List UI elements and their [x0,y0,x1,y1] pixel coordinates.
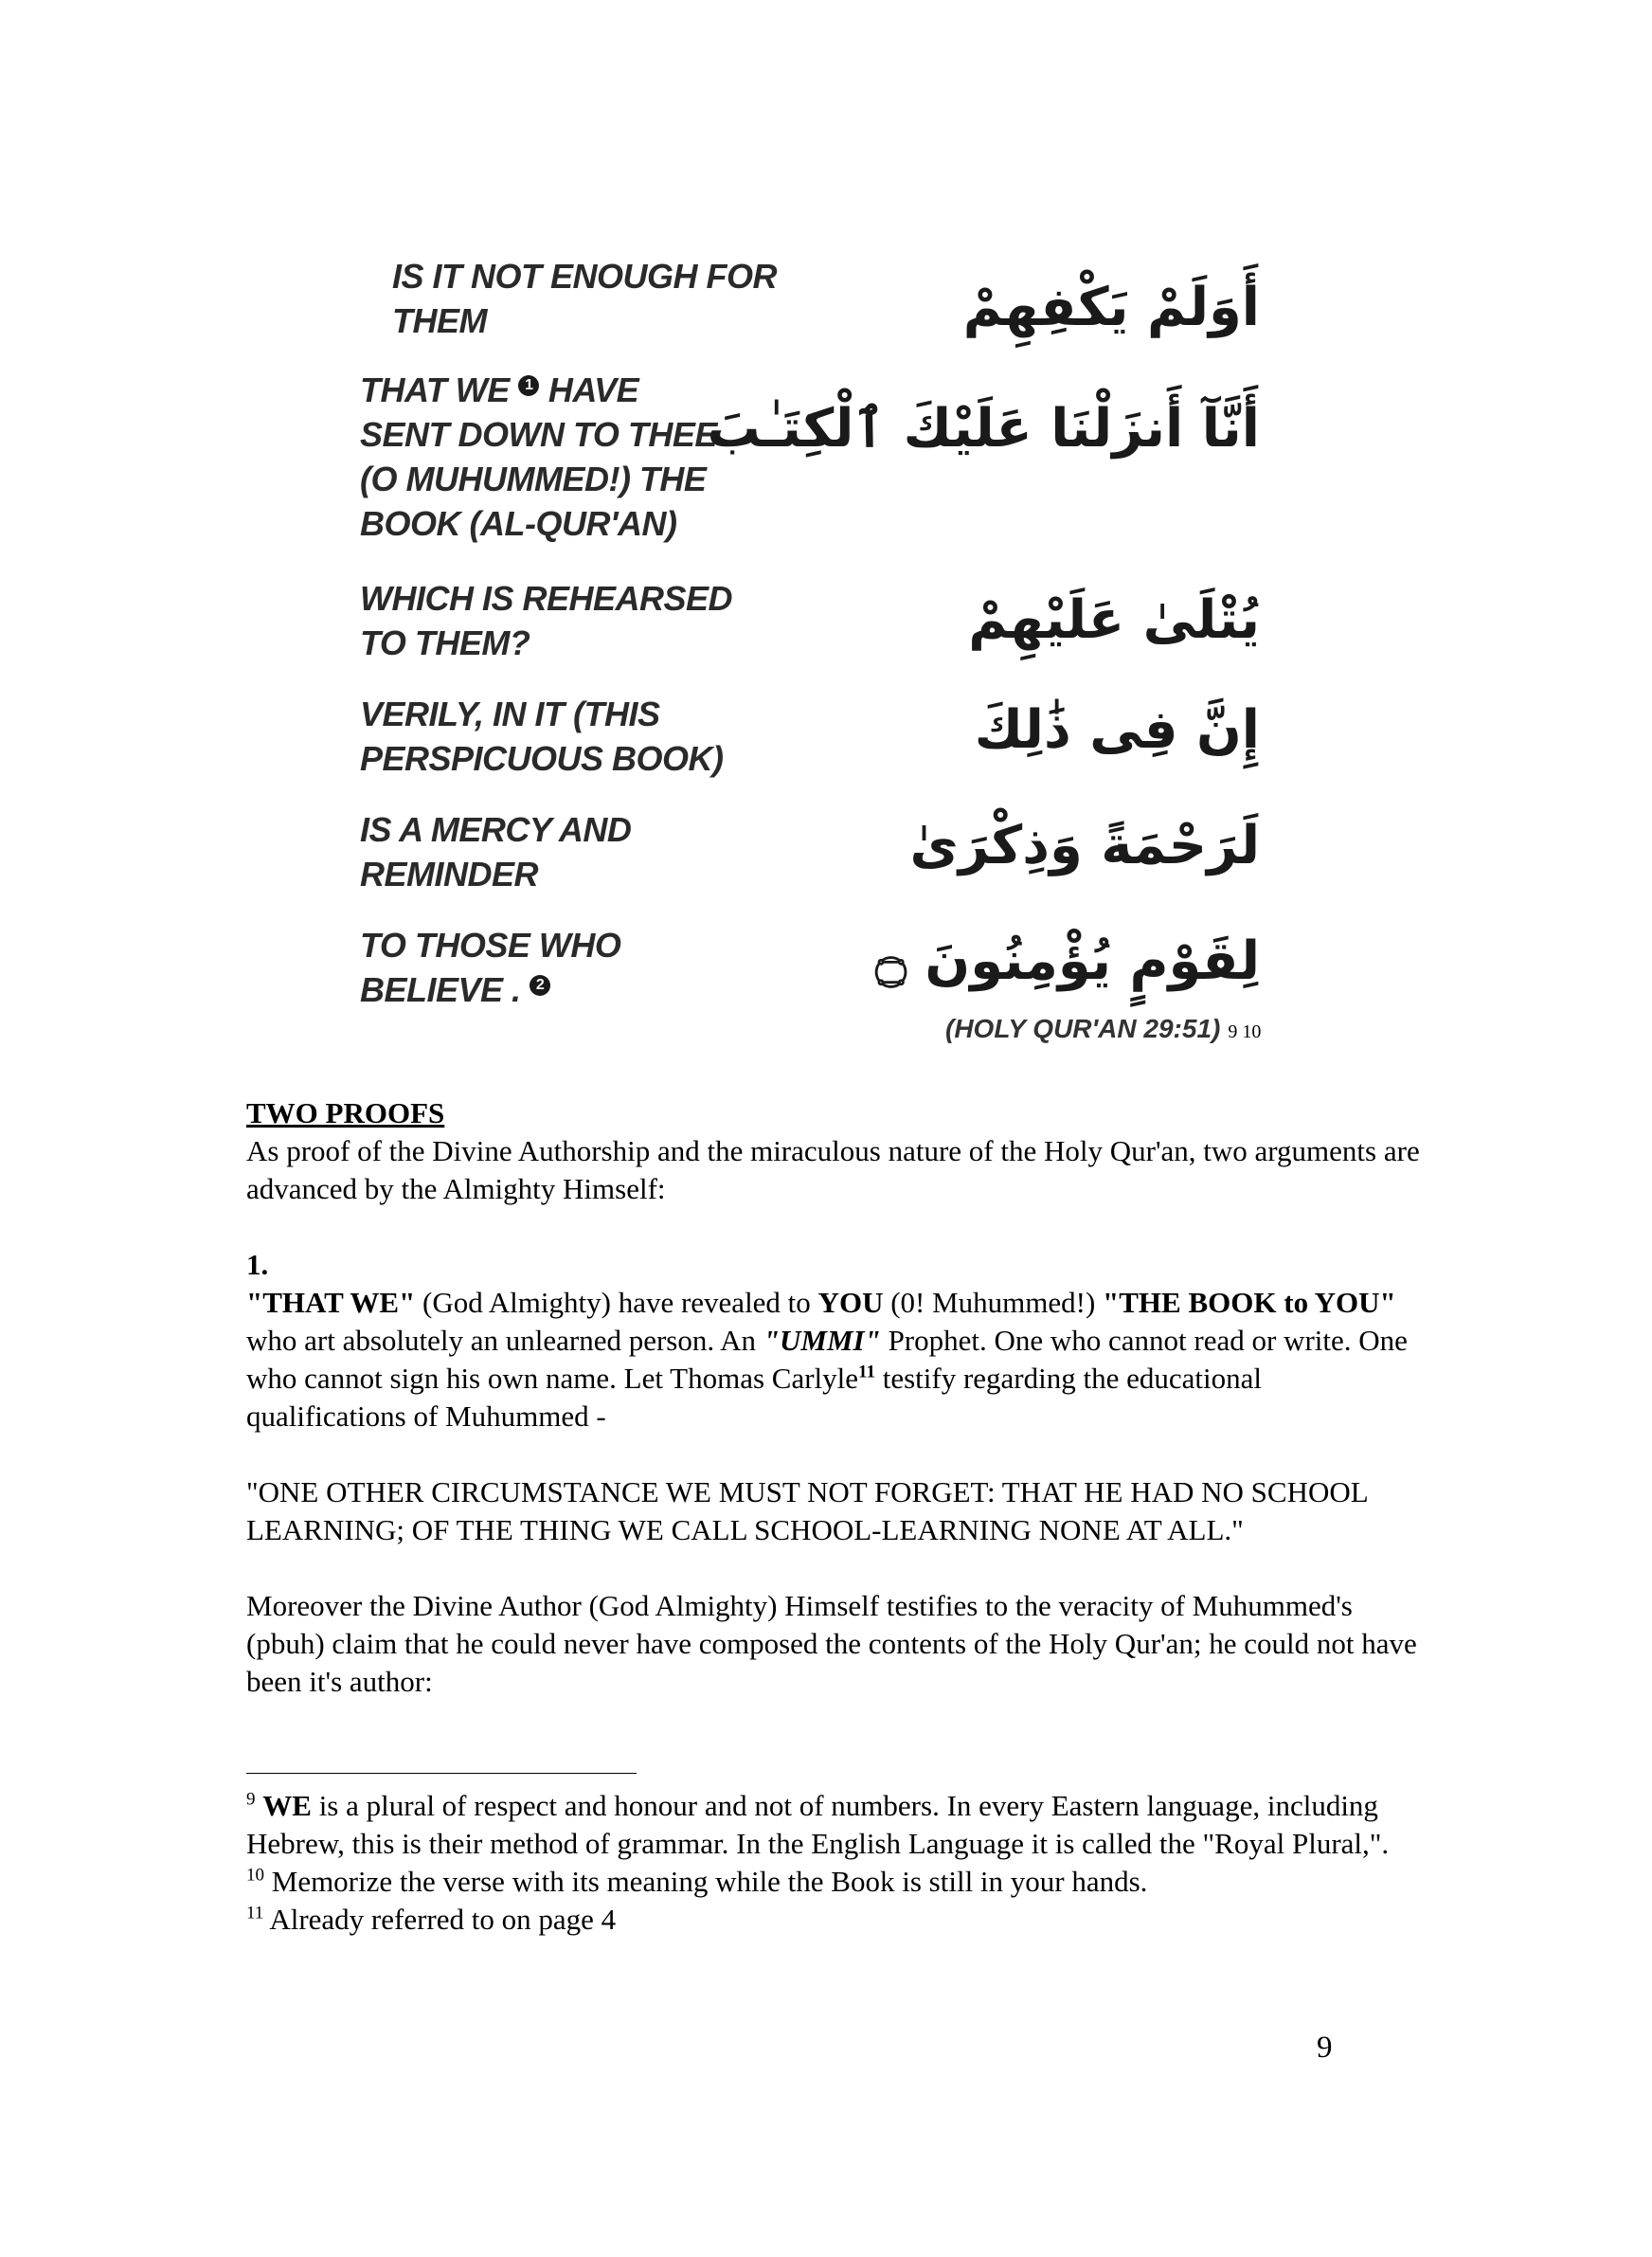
footnote-10: $^{10}$ Memorize the verse with its meaning while the Book is still in your hands. [246,1865,1148,1898]
closing-paragraph: Moreover the Divine Author (God Almighty) Himself testifies to the veracity of Muhummed's (pbuh) claim that he could never have composed the contents of the Holy Qur'an; he could not have been it's author: [246,1589,1417,1698]
intro-paragraph: As proof of the Divine Authorship and the miraculous nature of the Holy Qur'an, two arguments are advanced by the Almighty Himself: [246,1134,1420,1205]
footnote-9: $^9$ WE is a plural of respect and honour and not of numbers. In every Eastern language, including Hebrew, this is their method of grammar. In the English Language it is called the "Royal Plural,". [246,1789,1390,1860]
footnote-refs: 9 10 [1228,1021,1262,1042]
list-number: 1. [246,1248,269,1281]
page-number: 9 [1317,2031,1333,2065]
verse-english: THAT WE 1 HAVE SENT DOWN TO THEE (O MUHUMMED!) THE BOOK (AL-QUR'AN) [360,370,717,543]
verse-english: IS A MERCY AND REMINDER [360,810,632,894]
verse-english: IS IT NOT ENOUGH FOR THEM [392,257,778,340]
section-heading: TWO PROOFS [246,1096,445,1129]
footnote-marker-icon: 1 [518,375,539,396]
footnote-reference: 11 [858,1362,875,1382]
verse-arabic: يُتْلَىٰ عَلَيْهِمْ [968,589,1260,651]
verse-reference: (HOLY QUR'AN 29:51) 9 10 [945,1014,1262,1043]
footnote-divider [246,1773,637,1774]
verse-block [360,254,1336,1059]
verse-english: VERILY, IN IT (THIS PERSPICUOUS BOOK) [360,695,724,778]
verse-arabic: لَرَحْمَةً وَذِكْرَىٰ [909,815,1260,876]
body-text [246,1094,1421,1739]
footnote-11: $^{11}$ Already referred to on page 4 [246,1903,617,1936]
verse-arabic: إِنَّ فِى ذَٰلِكَ [974,699,1260,761]
verse-arabic: أَنَّآ أَنزَلْنَا عَلَيْكَ ٱلْكِتَـٰبَ [707,398,1260,460]
verse-english: TO THOSE WHO BELIEVE . 2 [360,926,621,1009]
verse-english: WHICH IS REHEARSED TO THEM? [360,579,733,662]
quote-paragraph: "ONE OTHER CIRCUMSTANCE WE MUST NOT FORGET: THAT HE HAD NO SCHOOL LEARNING; OF THE THING WE CALL SCHOOL-LEARNING NONE AT ALL." [246,1475,1368,1546]
verse-arabic: أَوَلَمْ يَكْفِهِمْ [962,277,1260,338]
footnotes [246,1787,1421,1939]
proof-paragraph: "THAT WE" (God Almighty) have revealed to YOU (0! Muhummed!) "THE BOOK to YOU" who art absolutely an unlearned person. An "UMMI" Prophet. One who cannot read or write. One who cannot sign his own name. Let Thomas Carlyle$^{11}$ testify regarding the educational qualifications of Muhummed - [246,1286,1408,1433]
footnote-marker-icon: 2 [530,975,550,996]
verse-arabic: لِقَوْمٍ يُؤْمِنُونَ ۝ [875,930,1260,992]
